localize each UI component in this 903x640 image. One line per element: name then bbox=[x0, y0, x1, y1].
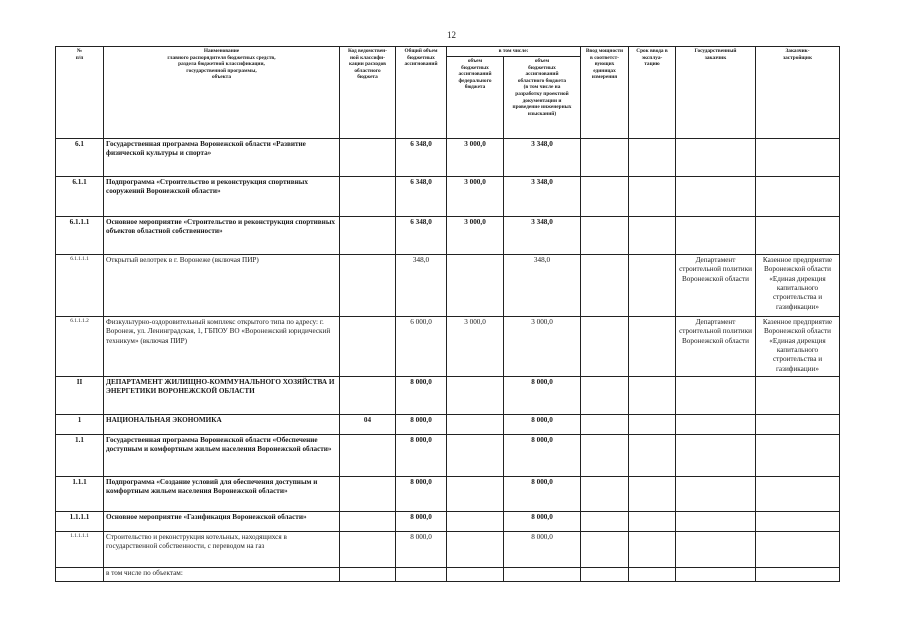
cell-customer bbox=[676, 568, 756, 582]
cell-capacity bbox=[581, 139, 629, 177]
cell-federal bbox=[447, 568, 504, 582]
cell-federal: 3 000,0 bbox=[447, 177, 504, 217]
table-row bbox=[56, 532, 840, 568]
cell-num: 1.1.1.1 bbox=[56, 512, 104, 532]
cell-capacity bbox=[581, 477, 629, 512]
cell-federal: 3 000,0 bbox=[447, 139, 504, 177]
header-developer: Заказчик- застройщик bbox=[756, 47, 840, 139]
table-row bbox=[56, 377, 840, 415]
header-regional: объем бюджетных ассигнований областного бюджета (в том числе на разработку проектной документации и проведение инженерных изысканий) bbox=[504, 57, 581, 139]
cell-regional: 8 000,0 bbox=[504, 532, 581, 568]
cell-customer bbox=[676, 217, 756, 255]
cell-total: 8 000,0 bbox=[396, 477, 447, 512]
cell-term bbox=[629, 377, 676, 415]
cell-developer bbox=[756, 532, 840, 568]
cell-code bbox=[340, 139, 396, 177]
table-row bbox=[56, 255, 840, 317]
cell-name: Строительство и реконструкция котельных, находящихся в государственной собственности, с переводом на газ bbox=[104, 532, 340, 568]
header-code: Код ведомствен- ной классифи- кации расходов областного бюджета bbox=[340, 47, 396, 139]
cell-customer bbox=[676, 435, 756, 477]
cell-regional: 348,0 bbox=[504, 255, 581, 317]
cell-name: Государственная программа Воронежской области «Развитие физической культуры и спорта» bbox=[104, 139, 340, 177]
cell-code bbox=[340, 435, 396, 477]
cell-code bbox=[340, 532, 396, 568]
cell-term bbox=[629, 477, 676, 512]
cell-capacity bbox=[581, 255, 629, 317]
cell-regional: 8 000,0 bbox=[504, 435, 581, 477]
cell-capacity bbox=[581, 512, 629, 532]
cell-code: 04 bbox=[340, 415, 396, 435]
table-row bbox=[56, 217, 840, 255]
cell-total: 6 348,0 bbox=[396, 177, 447, 217]
table-row bbox=[56, 139, 840, 177]
cell-developer bbox=[756, 177, 840, 217]
cell-federal bbox=[447, 532, 504, 568]
cell-term bbox=[629, 139, 676, 177]
header-name: Наименование главного распорядителя бюджетных средств, раздела бюджетной классификации, государственной программы, объекта bbox=[104, 47, 340, 139]
cell-num: 6.1.1.1.2 bbox=[56, 317, 104, 377]
cell-total: 8 000,0 bbox=[396, 435, 447, 477]
cell-code bbox=[340, 568, 396, 582]
cell-total: 8 000,0 bbox=[396, 512, 447, 532]
cell-capacity bbox=[581, 532, 629, 568]
header-including: в том числе: bbox=[447, 47, 581, 57]
cell-name: Подпрограмма «Создание условий для обеспечения доступным и комфортным жильем населения Воронежской области» bbox=[104, 477, 340, 512]
cell-name: НАЦИОНАЛЬНАЯ ЭКОНОМИКА bbox=[104, 415, 340, 435]
cell-customer: Департамент строительной политики Воронежской области bbox=[676, 317, 756, 377]
cell-customer: Департамент строительной политики Воронежской области bbox=[676, 255, 756, 317]
cell-term bbox=[629, 415, 676, 435]
table-row bbox=[56, 435, 840, 477]
cell-name: ДЕПАРТАМЕНТ ЖИЛИЩНО-КОММУНАЛЬНОГО ХОЗЯЙСТВА И ЭНЕРГЕТИКИ ВОРОНЕЖСКОЙ ОБЛАСТИ bbox=[104, 377, 340, 415]
header-num: № п/п bbox=[56, 47, 104, 139]
cell-term bbox=[629, 532, 676, 568]
cell-name: Государственная программа Воронежской области «Обеспечение доступным и комфортным жильем населения Воронежской области» bbox=[104, 435, 340, 477]
cell-total: 8 000,0 bbox=[396, 377, 447, 415]
cell-code bbox=[340, 255, 396, 317]
cell-code bbox=[340, 177, 396, 217]
cell-developer bbox=[756, 415, 840, 435]
cell-developer: Казенное предприятие Воронежской области «Единая дирекция капитального строительства и газификации» bbox=[756, 255, 840, 317]
cell-num: 1.1.1 bbox=[56, 477, 104, 512]
cell-term bbox=[629, 317, 676, 377]
cell-regional: 8 000,0 bbox=[504, 415, 581, 435]
cell-name: Открытый велотрек в г. Воронеже (включая ПИР) bbox=[104, 255, 340, 317]
table-row bbox=[56, 568, 840, 582]
cell-total: 348,0 bbox=[396, 255, 447, 317]
cell-num: 6.1.1.1 bbox=[56, 217, 104, 255]
cell-code bbox=[340, 317, 396, 377]
cell-customer bbox=[676, 377, 756, 415]
cell-regional: 8 000,0 bbox=[504, 377, 581, 415]
cell-developer bbox=[756, 512, 840, 532]
cell-num: 6.1.1.1.1 bbox=[56, 255, 104, 317]
cell-total: 6 348,0 bbox=[396, 139, 447, 177]
table-row bbox=[56, 477, 840, 512]
cell-term bbox=[629, 568, 676, 582]
cell-regional bbox=[504, 568, 581, 582]
cell-developer bbox=[756, 435, 840, 477]
cell-code bbox=[340, 377, 396, 415]
cell-capacity bbox=[581, 217, 629, 255]
cell-capacity bbox=[581, 415, 629, 435]
cell-num: 6.1.1 bbox=[56, 177, 104, 217]
cell-term bbox=[629, 435, 676, 477]
cell-federal bbox=[447, 415, 504, 435]
cell-total: 8 000,0 bbox=[396, 532, 447, 568]
cell-name: Физкультурно-оздоровительный комплекс открытого типа по адресу: г. Воронеж, ул. Ленинградская, 1, ГБПОУ ВО «Воронежский юридический техникум» (включая ПИР) bbox=[104, 317, 340, 377]
cell-term bbox=[629, 255, 676, 317]
cell-total: 6 348,0 bbox=[396, 217, 447, 255]
cell-capacity bbox=[581, 435, 629, 477]
cell-federal: 3 000,0 bbox=[447, 317, 504, 377]
cell-regional: 3 348,0 bbox=[504, 139, 581, 177]
header-federal: объем бюджетных ассигнований федерального бюджета bbox=[447, 57, 504, 139]
cell-developer bbox=[756, 217, 840, 255]
cell-term bbox=[629, 217, 676, 255]
cell-regional: 3 000,0 bbox=[504, 317, 581, 377]
cell-term bbox=[629, 177, 676, 217]
cell-customer bbox=[676, 139, 756, 177]
cell-federal bbox=[447, 255, 504, 317]
cell-capacity bbox=[581, 177, 629, 217]
cell-developer bbox=[756, 139, 840, 177]
cell-total: 8 000,0 bbox=[396, 415, 447, 435]
cell-total: 6 000,0 bbox=[396, 317, 447, 377]
cell-code bbox=[340, 512, 396, 532]
cell-term bbox=[629, 512, 676, 532]
cell-capacity bbox=[581, 377, 629, 415]
cell-customer bbox=[676, 512, 756, 532]
cell-developer: Казенное предприятие Воронежской области «Единая дирекция капитального строительства и газификации» bbox=[756, 317, 840, 377]
cell-name: в том числе по объектам: bbox=[104, 568, 340, 582]
cell-regional: 8 000,0 bbox=[504, 512, 581, 532]
table-row bbox=[56, 512, 840, 532]
cell-developer bbox=[756, 477, 840, 512]
cell-customer bbox=[676, 177, 756, 217]
table-row bbox=[56, 415, 840, 435]
cell-federal bbox=[447, 477, 504, 512]
cell-code bbox=[340, 217, 396, 255]
budget-table bbox=[55, 46, 840, 582]
cell-federal bbox=[447, 512, 504, 532]
cell-developer bbox=[756, 568, 840, 582]
header-term: Срок ввода в эксплуа- тацию bbox=[629, 47, 676, 139]
cell-name: Подпрограмма «Строительство и реконструкция спортивных сооружений Воронежской области» bbox=[104, 177, 340, 217]
cell-customer bbox=[676, 532, 756, 568]
cell-name: Основное мероприятие «Газификация Воронежской области» bbox=[104, 512, 340, 532]
cell-num: II bbox=[56, 377, 104, 415]
header-customer: Государственный заказчик bbox=[676, 47, 756, 139]
cell-regional: 8 000,0 bbox=[504, 477, 581, 512]
page-number: 12 bbox=[447, 30, 456, 40]
table-row bbox=[56, 177, 840, 217]
header-capacity: Ввод мощности в соответст- вующих единицах измерения bbox=[581, 47, 629, 139]
cell-capacity bbox=[581, 568, 629, 582]
cell-num: 1.1 bbox=[56, 435, 104, 477]
cell-num: 6.1 bbox=[56, 139, 104, 177]
cell-capacity bbox=[581, 317, 629, 377]
cell-customer bbox=[676, 415, 756, 435]
cell-developer bbox=[756, 377, 840, 415]
cell-federal: 3 000,0 bbox=[447, 217, 504, 255]
cell-num: 1 bbox=[56, 415, 104, 435]
cell-federal bbox=[447, 377, 504, 415]
cell-regional: 3 348,0 bbox=[504, 177, 581, 217]
header-total: Общий объем бюджетных ассигнований bbox=[396, 47, 447, 139]
cell-name: Основное мероприятие «Строительство и реконструкция спортивных объектов областной собственности» bbox=[104, 217, 340, 255]
cell-regional: 3 348,0 bbox=[504, 217, 581, 255]
cell-num: 1.1.1.1.1 bbox=[56, 532, 104, 568]
table-row bbox=[56, 317, 840, 377]
cell-federal bbox=[447, 435, 504, 477]
cell-total bbox=[396, 568, 447, 582]
cell-num bbox=[56, 568, 104, 582]
cell-customer bbox=[676, 477, 756, 512]
cell-code bbox=[340, 477, 396, 512]
